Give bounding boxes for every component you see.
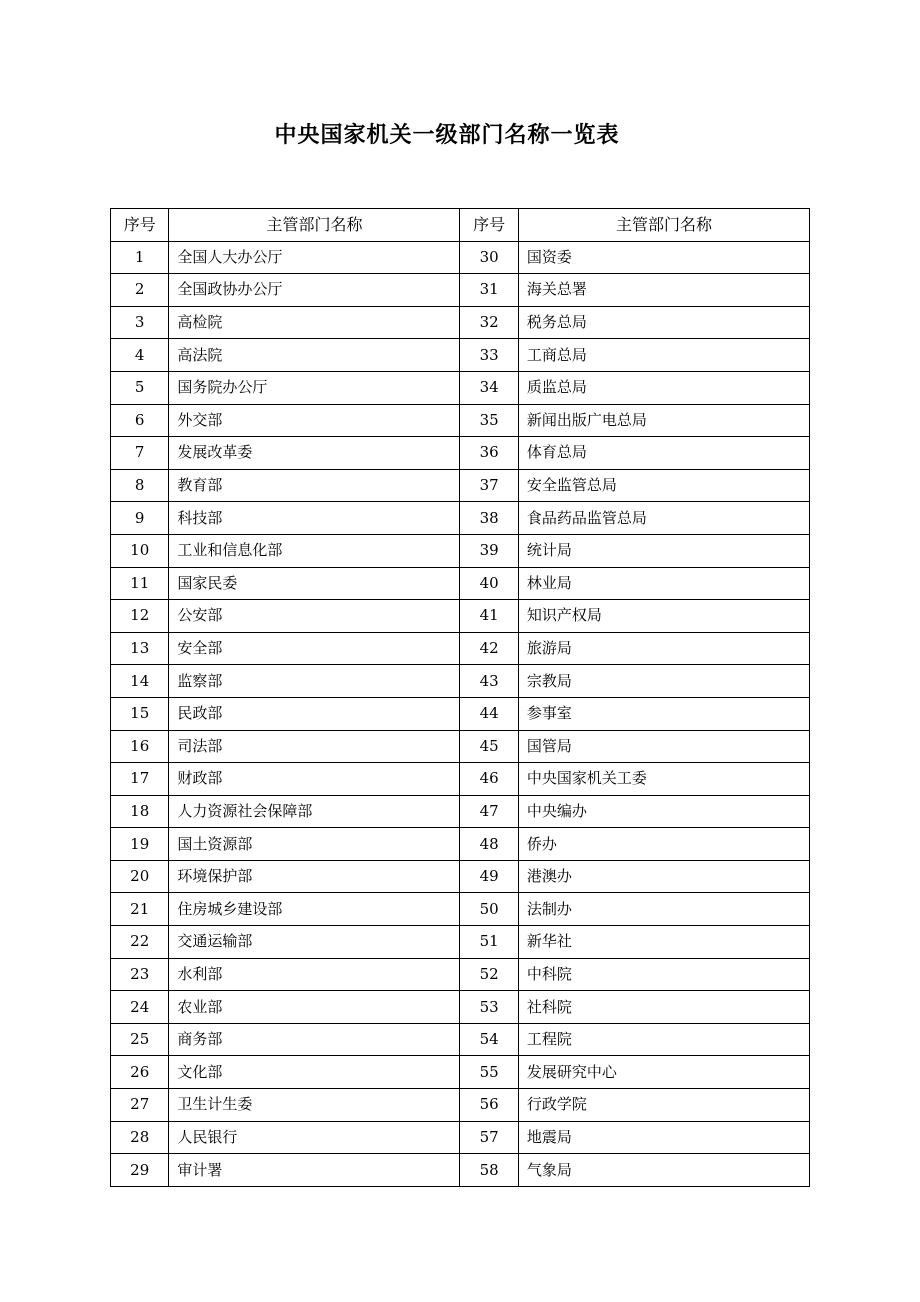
department-name: 国土资源部	[169, 828, 460, 861]
seq-cell: 12	[111, 600, 169, 633]
department-name: 农业部	[169, 991, 460, 1024]
table-row	[111, 274, 810, 307]
table-row	[111, 860, 810, 893]
seq-cell: 43	[460, 665, 518, 698]
department-name: 国管局	[518, 730, 809, 763]
table-row	[111, 534, 810, 567]
department-name: 质监总局	[518, 371, 809, 404]
department-name: 发展研究中心	[518, 1056, 809, 1089]
department-name: 海关总署	[518, 274, 809, 307]
header-seq-right: 序号	[460, 209, 518, 242]
seq-cell: 6	[111, 404, 169, 437]
seq-cell: 4	[111, 339, 169, 372]
department-name: 知识产权局	[518, 600, 809, 633]
seq-cell: 50	[460, 893, 518, 926]
table-row	[111, 893, 810, 926]
seq-cell: 57	[460, 1121, 518, 1154]
seq-cell: 14	[111, 665, 169, 698]
department-name: 统计局	[518, 534, 809, 567]
department-name: 发展改革委	[169, 437, 460, 470]
department-name: 安全监管总局	[518, 469, 809, 502]
seq-cell: 33	[460, 339, 518, 372]
seq-cell: 7	[111, 437, 169, 470]
seq-cell: 11	[111, 567, 169, 600]
department-name: 中央编办	[518, 795, 809, 828]
table-row	[111, 763, 810, 796]
department-name: 工程院	[518, 1023, 809, 1056]
table-row	[111, 241, 810, 274]
seq-cell: 19	[111, 828, 169, 861]
department-name: 商务部	[169, 1023, 460, 1056]
department-name: 国资委	[518, 241, 809, 274]
department-name: 财政部	[169, 763, 460, 796]
seq-cell: 29	[111, 1154, 169, 1187]
seq-cell: 13	[111, 632, 169, 665]
seq-cell: 38	[460, 502, 518, 535]
table-row	[111, 697, 810, 730]
department-name: 国家民委	[169, 567, 460, 600]
table-row	[111, 567, 810, 600]
department-name: 地震局	[518, 1121, 809, 1154]
seq-cell: 9	[111, 502, 169, 535]
seq-cell: 26	[111, 1056, 169, 1089]
header-seq-left: 序号	[111, 209, 169, 242]
seq-cell: 1	[111, 241, 169, 274]
seq-cell: 37	[460, 469, 518, 502]
department-name: 国务院办公厅	[169, 371, 460, 404]
seq-cell: 23	[111, 958, 169, 991]
table-row	[111, 502, 810, 535]
table-row	[111, 730, 810, 763]
seq-cell: 44	[460, 697, 518, 730]
department-name: 新闻出版广电总局	[518, 404, 809, 437]
seq-cell: 10	[111, 534, 169, 567]
seq-cell: 54	[460, 1023, 518, 1056]
department-name: 水利部	[169, 958, 460, 991]
table-row	[111, 958, 810, 991]
department-name: 人力资源社会保障部	[169, 795, 460, 828]
table-row	[111, 306, 810, 339]
seq-cell: 21	[111, 893, 169, 926]
table-row	[111, 1121, 810, 1154]
seq-cell: 56	[460, 1089, 518, 1122]
department-name: 环境保护部	[169, 860, 460, 893]
department-name: 住房城乡建设部	[169, 893, 460, 926]
table-header-row	[111, 209, 810, 242]
department-name: 交通运输部	[169, 926, 460, 959]
table-row	[111, 632, 810, 665]
seq-cell: 51	[460, 926, 518, 959]
department-name: 卫生计生委	[169, 1089, 460, 1122]
seq-cell: 35	[460, 404, 518, 437]
header-name-left: 主管部门名称	[169, 209, 460, 242]
department-name: 食品药品监管总局	[518, 502, 809, 535]
department-name: 高检院	[169, 306, 460, 339]
table-row	[111, 795, 810, 828]
department-name: 旅游局	[518, 632, 809, 665]
table-row	[111, 665, 810, 698]
department-name: 审计署	[169, 1154, 460, 1187]
department-name: 法制办	[518, 893, 809, 926]
seq-cell: 40	[460, 567, 518, 600]
department-name: 体育总局	[518, 437, 809, 470]
department-name: 工业和信息化部	[169, 534, 460, 567]
department-name: 林业局	[518, 567, 809, 600]
seq-cell: 5	[111, 371, 169, 404]
table-row	[111, 926, 810, 959]
table-row	[111, 1154, 810, 1187]
table-row	[111, 371, 810, 404]
department-name: 安全部	[169, 632, 460, 665]
department-name: 中央国家机关工委	[518, 763, 809, 796]
seq-cell: 17	[111, 763, 169, 796]
table-row	[111, 469, 810, 502]
department-table	[110, 208, 810, 1187]
table-row	[111, 1023, 810, 1056]
seq-cell: 16	[111, 730, 169, 763]
department-name: 民政部	[169, 697, 460, 730]
seq-cell: 41	[460, 600, 518, 633]
seq-cell: 15	[111, 697, 169, 730]
department-name: 监察部	[169, 665, 460, 698]
seq-cell: 25	[111, 1023, 169, 1056]
department-name: 全国人大办公厅	[169, 241, 460, 274]
department-name: 新华社	[518, 926, 809, 959]
department-name: 科技部	[169, 502, 460, 535]
department-name: 公安部	[169, 600, 460, 633]
department-name: 侨办	[518, 828, 809, 861]
table-body	[111, 241, 810, 1186]
seq-cell: 36	[460, 437, 518, 470]
department-name: 全国政协办公厅	[169, 274, 460, 307]
seq-cell: 52	[460, 958, 518, 991]
seq-cell: 45	[460, 730, 518, 763]
department-name: 行政学院	[518, 1089, 809, 1122]
seq-cell: 18	[111, 795, 169, 828]
table-row	[111, 404, 810, 437]
seq-cell: 49	[460, 860, 518, 893]
seq-cell: 8	[111, 469, 169, 502]
department-name: 高法院	[169, 339, 460, 372]
seq-cell: 2	[111, 274, 169, 307]
seq-cell: 22	[111, 926, 169, 959]
seq-cell: 32	[460, 306, 518, 339]
department-name: 教育部	[169, 469, 460, 502]
seq-cell: 42	[460, 632, 518, 665]
seq-cell: 30	[460, 241, 518, 274]
seq-cell: 53	[460, 991, 518, 1024]
department-name: 气象局	[518, 1154, 809, 1187]
seq-cell: 20	[111, 860, 169, 893]
department-name: 外交部	[169, 404, 460, 437]
header-name-right: 主管部门名称	[518, 209, 809, 242]
page-title: 中央国家机关一级部门名称一览表	[274, 123, 620, 148]
seq-cell: 46	[460, 763, 518, 796]
table-row	[111, 991, 810, 1024]
department-name: 中科院	[518, 958, 809, 991]
seq-cell: 55	[460, 1056, 518, 1089]
seq-cell: 48	[460, 828, 518, 861]
table-row	[111, 828, 810, 861]
department-name: 文化部	[169, 1056, 460, 1089]
seq-cell: 39	[460, 534, 518, 567]
department-name: 社科院	[518, 991, 809, 1024]
seq-cell: 34	[460, 371, 518, 404]
department-name: 参事室	[518, 697, 809, 730]
department-name: 宗教局	[518, 665, 809, 698]
table-row	[111, 1089, 810, 1122]
seq-cell: 31	[460, 274, 518, 307]
seq-cell: 27	[111, 1089, 169, 1122]
department-name: 税务总局	[518, 306, 809, 339]
seq-cell: 47	[460, 795, 518, 828]
seq-cell: 3	[111, 306, 169, 339]
table-row	[111, 339, 810, 372]
seq-cell: 58	[460, 1154, 518, 1187]
seq-cell: 24	[111, 991, 169, 1024]
table-row	[111, 1056, 810, 1089]
department-name: 港澳办	[518, 860, 809, 893]
department-name: 司法部	[169, 730, 460, 763]
table-row	[111, 600, 810, 633]
department-name: 工商总局	[518, 339, 809, 372]
table-row	[111, 437, 810, 470]
department-name: 人民银行	[169, 1121, 460, 1154]
seq-cell: 28	[111, 1121, 169, 1154]
